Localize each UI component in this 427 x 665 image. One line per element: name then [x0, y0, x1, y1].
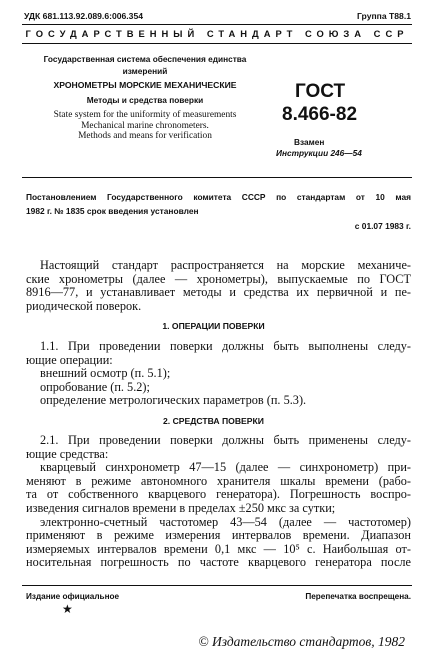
product-subtitle: Методы и средства поверки [86, 95, 204, 105]
section-1-line: определение метрологических параметров (п. 5.3). [40, 393, 307, 408]
english-line-1: State system for the uniformity of measurements [53, 110, 237, 120]
system-line-1: Государственная система обеспечения единства [43, 54, 247, 64]
intro-line: Настоящий стандарт распространяется на морские механиче- [40, 258, 411, 272]
intro-line: ские хронометры (далее — хронометры), выпускаемые по ГОСТ [26, 271, 411, 286]
decree [26, 191, 411, 218]
section-2-line: измеряемых интервалов времени 0,1 мкс — 10⁵ с. Наибольшая от- [26, 541, 411, 556]
official-edition: Издание официальное [26, 592, 120, 601]
title-rule [22, 43, 412, 44]
effective-date: с 01.07 1983 г. [354, 221, 411, 231]
gost-label: ГОСТ [295, 81, 346, 102]
section-1-line: 1.1. При проведении поверки должны быть выполнены следу- [40, 339, 411, 353]
top-rule [22, 24, 412, 25]
replace-label: Взамен [294, 137, 325, 147]
gost-number: 8.466-82 [282, 104, 358, 125]
system-line-2: измерений [122, 66, 168, 76]
english-line-3: Methods and means for verification [78, 131, 212, 142]
section-1-line: опробование (п. 5.2); [40, 379, 150, 394]
section-2-line: 2.1. При проведении поверки должны быть применены следу- [40, 433, 411, 447]
system-title [26, 53, 264, 77]
section-1-line: внешний осмотр (п. 5.1); [40, 366, 171, 381]
group-code: Группа Т88.1 [357, 11, 411, 21]
section-2-line: кварцевый синхронометр 47—15 (далее — синхронометр) при- [40, 460, 411, 475]
section-2-line: электронно-счетный частотомер 43—54 (далее — частотомер) [40, 514, 411, 529]
section-1-line: ющие операции: [26, 352, 113, 367]
decree-line-2: 1982 г. № 1835 срок введения установлен [26, 205, 199, 216]
decree-line-1: Постановлением Государственного комитета СССР по стандартам от 10 мая [26, 192, 411, 202]
english-line-2: Mechanical marine chronometers. [81, 120, 209, 131]
section-1-heading: 1. ОПЕРАЦИИ ПОВЕРКИ [162, 321, 265, 331]
intro-line: 8916—77, и устанавливает методы и средства их первичной и пе- [26, 285, 411, 300]
replace-value: Инструкции 246—54 [276, 148, 362, 158]
english-title [26, 110, 264, 142]
reprint-notice: Перепечатка воспрещена. [305, 592, 411, 601]
decree-rule [22, 177, 412, 178]
section-2-line: носительная погрешность по частоте кварцевого генератора после [26, 555, 411, 570]
standard-title: ГОСУДАРСТВЕННЫЙ СТАНДАРТ СОЮЗА ССР [25, 28, 409, 39]
udk-code: УДК 681.113.92.089.6:006.354 [24, 11, 144, 21]
section-2-line: применяют в режиме измерения интервалов времени. Диапазон [26, 528, 411, 543]
section-2-heading: 2. СРЕДСТВА ПОВЕРКИ [163, 416, 264, 426]
intro-paragraph [26, 259, 411, 313]
star-icon: ★ [62, 602, 73, 616]
section-2-line: изведения сигналов времени в пределах ±250 мкс за сутки; [26, 500, 336, 515]
product-title: ХРОНОМЕТРЫ МОРСКИЕ МЕХАНИЧЕСКИЕ [53, 80, 237, 90]
section-2-line: та от собственного кварцевого генератора). Погрешность воспро- [26, 487, 411, 502]
section-2-body [26, 434, 411, 570]
section-2-line: меняют в режиме автономного хранителя шкалы времени (рабо- [26, 473, 411, 488]
intro-line: риодической поверок. [26, 298, 142, 313]
footer-rule [22, 585, 412, 586]
section-2-line: ющие средства: [26, 446, 109, 461]
copyright: © Издательство стандартов, 1982 [198, 634, 405, 649]
section-1-body [26, 340, 411, 408]
